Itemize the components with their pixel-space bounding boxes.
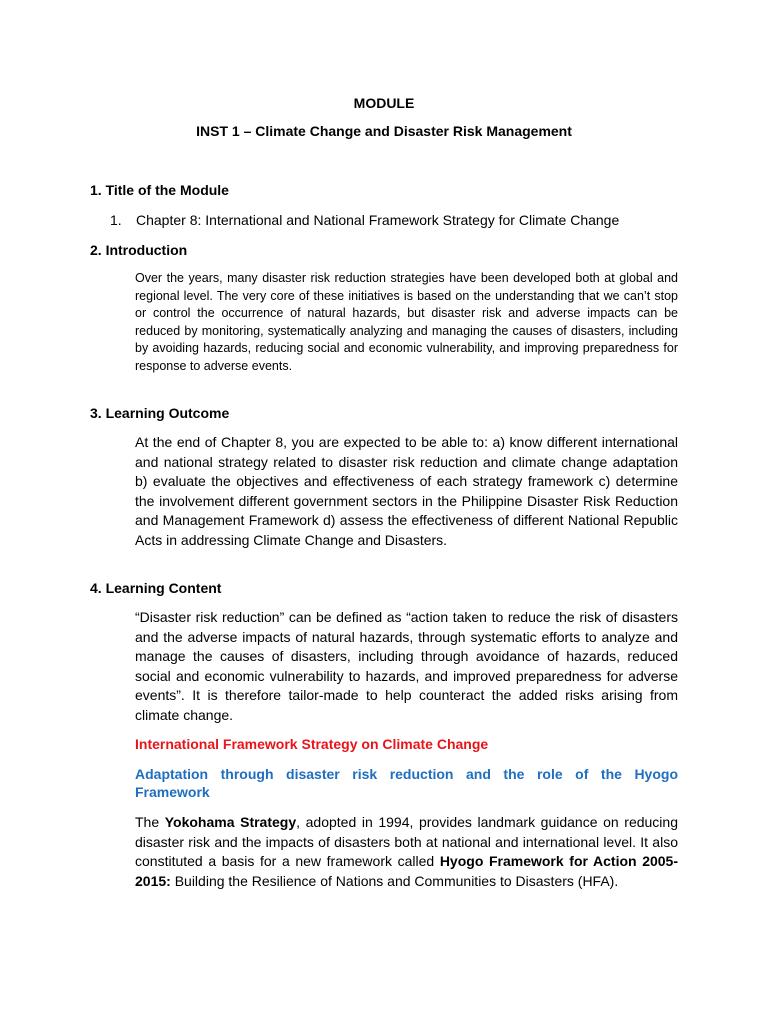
section-heading-introduction: 2. Introduction [90, 242, 188, 258]
yokohama-text-1: The [135, 814, 165, 830]
hyogo-heading-line-1: Adaptation through disaster risk reduction and the role of the Hyogo [135, 766, 678, 782]
hyogo-heading-line-2: Framework [135, 784, 210, 800]
hyogo-framework-term: Hyogo Framework for Action 2005-2015: [135, 853, 679, 889]
course-title: INST 1 – Climate Change and Disaster Risk Management [196, 123, 572, 139]
module-label: MODULE [353, 95, 415, 111]
section-heading-learning-outcome: 3. Learning Outcome [90, 405, 230, 421]
introduction-paragraph: Over the years, many disaster risk reduction strategies have been developed both at global and regional level. The very core of these initiatives is based on the understanding that we can’t stop or control the occurrence of natural hazards, but disaster risk and adverse impacts can be reduced by monitoring, systematically analyzing and managing the causes of disasters, including by avoiding hazards, reducing social and economic vulnerability, and improving preparedness for response to adverse events. [135, 271, 678, 373]
yokohama-strategy-term: Yokohama Strategy [164, 814, 297, 830]
section-heading-learning-content: 4. Learning Content [90, 580, 222, 596]
list-item-text: Chapter 8: International and National Framework Strategy for Climate Change [136, 212, 620, 228]
yokohama-paragraph [135, 813, 678, 891]
international-framework-heading: International Framework Strategy on Climate Change [135, 736, 489, 752]
yokohama-text-3: Building the Resilience of Nations and Communities to Disasters (HFA). [170, 872, 619, 889]
hyogo-framework-heading [135, 765, 678, 801]
list-item [110, 212, 619, 228]
learning-outcome-paragraph: At the end of Chapter 8, you are expected to be able to: a) know different international and national strategy related to disaster risk reduction and climate change adaptation b) evaluate the objectives and effectiveness of each strategy framework c) determine the involvement different government sectors in the Philippine Disaster Risk Reduction and Management Framework d) assess the effectiveness of different National Republic Acts in addressing Climate Change and Disasters. [135, 434, 678, 548]
list-item-number: 1. [110, 212, 122, 228]
learning-content-paragraph: “Disaster risk reduction” can be defined as “action taken to reduce the risk of disasters and the adverse impacts of natural hazards, through systematic efforts to analyze and manage the causes of disasters, including through avoidance of hazards, reduced social and economic vulnerability to hazards, and improved preparedness for adverse events”. It is therefore tailor-made to help counteract the added risks arising from climate change. [135, 609, 678, 723]
yokohama-text-2: , adopted in 1994, provides landmark guidance on reducing disaster risk and the impacts of disasters both at national and international level. It also constituted a basis for a new framework called [135, 814, 678, 870]
section-heading-title: 1. Title of the Module [90, 182, 229, 198]
